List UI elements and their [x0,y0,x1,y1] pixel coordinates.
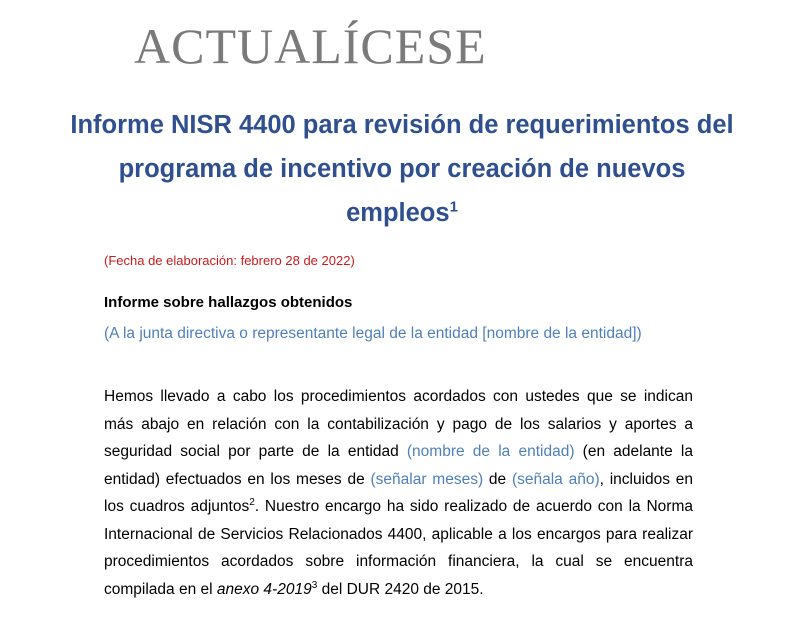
footnote-ref-1[interactable]: 1 [449,198,458,216]
placeholder-months: (señalar meses) [370,470,484,488]
document-title [60,103,744,235]
placeholder-year: (señala año) [511,470,600,488]
recipient-line: (A la junta directiva o representante legal de la entidad [nombre de la entidad]) [104,325,642,342]
body-text-4: , incluidos en los cuadros adjuntos [104,470,694,515]
body-text-5: . Nuestro encargo ha sido realizado de acuerdo con la Norma Internacional de Servicios Relacionados 4400, aplicable a los encargos para realizar procedimientos acordados sobre información financiera, la cual se encuentra compilada en el [104,498,693,598]
annex-reference: anexo 4-2019 [216,580,312,598]
body-text-2: (en adelante la entidad) efectuados en los meses de [104,443,693,488]
elaboration-date: (Fecha de elaboración: febrero 28 de 2022) [104,253,355,268]
footnote-ref-3[interactable]: 3 [311,579,318,591]
section-heading: Informe sobre hallazgos obtenidos [104,294,353,311]
actualicese-logo: ACTUALÍCESE [134,18,487,74]
body-text-6: del DUR 2420 de 2015. [321,580,484,598]
footnote-ref-2[interactable]: 2 [249,496,255,508]
body-paragraph [104,383,693,603]
body-text-1: Hemos llevado a cabo los procedimientos acordados con ustedes que se indican más abajo en relación con la contabilización y pago de los salarios y aportes a seguridad social por parte de la entidad [104,388,693,460]
document-title-text: Informe NISR 4400 para revisión de requerimientos del programa de incentivo por creación de nuevos empleos [70,111,734,227]
body-text-3: de [488,470,507,488]
placeholder-entity-name: (nombre de la entidad) [406,443,575,460]
